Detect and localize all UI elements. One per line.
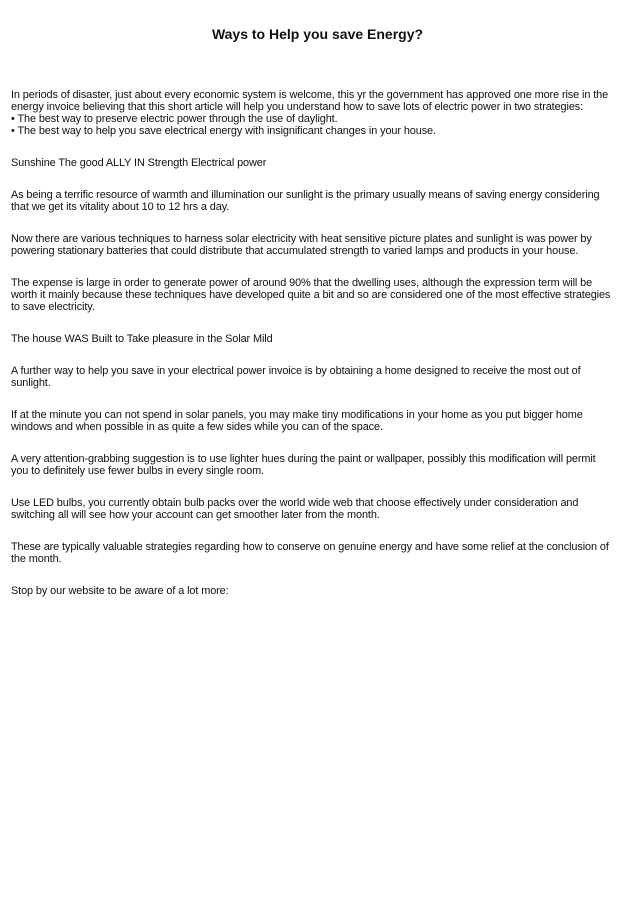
- text-line: The expense is large in order to generate power of around 90% that the dwelling uses, although the expression term will be: [11, 277, 593, 289]
- text-line: to save electricity.: [11, 301, 95, 313]
- intro-paragraph: [11, 89, 620, 137]
- text-line: Now there are various techniques to harness solar electricity with heat sensitive picture plates and sunlight is was power by: [11, 233, 592, 245]
- bullet-item-house-changes: • The best way to help you save electrical energy with insignificant changes in your house.: [11, 125, 436, 137]
- text-line: As being a terrific resource of warmth and illumination our sunlight is the primary usually means of saving energy considering: [11, 189, 600, 201]
- text-line: Use LED bulbs, you currently obtain bulb packs over the world wide web that choose effectively under consideration and: [11, 497, 579, 509]
- text-line: you to definitely use fewer bulbs in every single room.: [11, 465, 264, 477]
- paragraph-strategies: [11, 541, 620, 565]
- text-line: that we get its vitality about 10 to 12 hrs a day.: [11, 201, 230, 213]
- bullet-item-daylight: • The best way to preserve electric power through the use of daylight.: [11, 113, 338, 125]
- text-line: switching all will see how your account can get smoother later from the month.: [11, 509, 380, 521]
- paragraph-techniques: [11, 233, 620, 257]
- paragraph-warmth: [11, 189, 620, 213]
- paragraph-lighter-hues: [11, 453, 620, 477]
- text-line: If at the minute you can not spend in solar panels, you may make tiny modifications in your home as you put bigger home: [11, 409, 583, 421]
- paragraph-solar-panels: [11, 409, 620, 433]
- text-line: The house WAS Built to Take pleasure in the Solar Mild: [11, 333, 273, 345]
- text-line: In periods of disaster, just about every economic system is welcome, this yr the government has approved one more rise in the: [11, 89, 609, 101]
- paragraph-expense: [11, 277, 620, 313]
- text-line: powering stationary batteries that could distribute that accumulated strength to varied lamps and products in your house.: [11, 245, 579, 257]
- text-line: windows and when possible in as quite a few sides while you can of the space.: [11, 421, 383, 433]
- text-line: energy invoice believing that this short article will help you understand how to save lots of electric power in two strategies:: [11, 101, 584, 113]
- paragraph-further-way: [11, 365, 620, 389]
- text-line: Sunshine The good ALLY IN Strength Electrical power: [11, 157, 267, 169]
- text-line: A further way to help you save in your electrical power invoice is by obtaining a home designed to receive the most out of: [11, 365, 581, 377]
- text-line: worth it mainly because these techniques have developed quite a bit and so are considered one of the most effective strategies: [11, 289, 611, 301]
- text-line: the month.: [11, 553, 62, 565]
- section-heading-sunshine: [11, 157, 620, 169]
- paragraph-led-bulbs: [11, 497, 620, 521]
- text-line: These are typically valuable strategies regarding how to conserve on genuine energy and have some relief at the conclusion of: [11, 541, 609, 553]
- section-heading-house: [11, 333, 620, 345]
- document-title: Ways to Help you save Energy?: [211, 26, 424, 42]
- text-line: sunlight.: [11, 377, 51, 389]
- text-line: A very attention-grabbing suggestion is to use lighter hues during the paint or wallpaper, possibly this modification will permit: [11, 453, 596, 465]
- closing-line: [11, 585, 620, 597]
- text-line: Stop by our website to be aware of a lot more:: [11, 585, 229, 597]
